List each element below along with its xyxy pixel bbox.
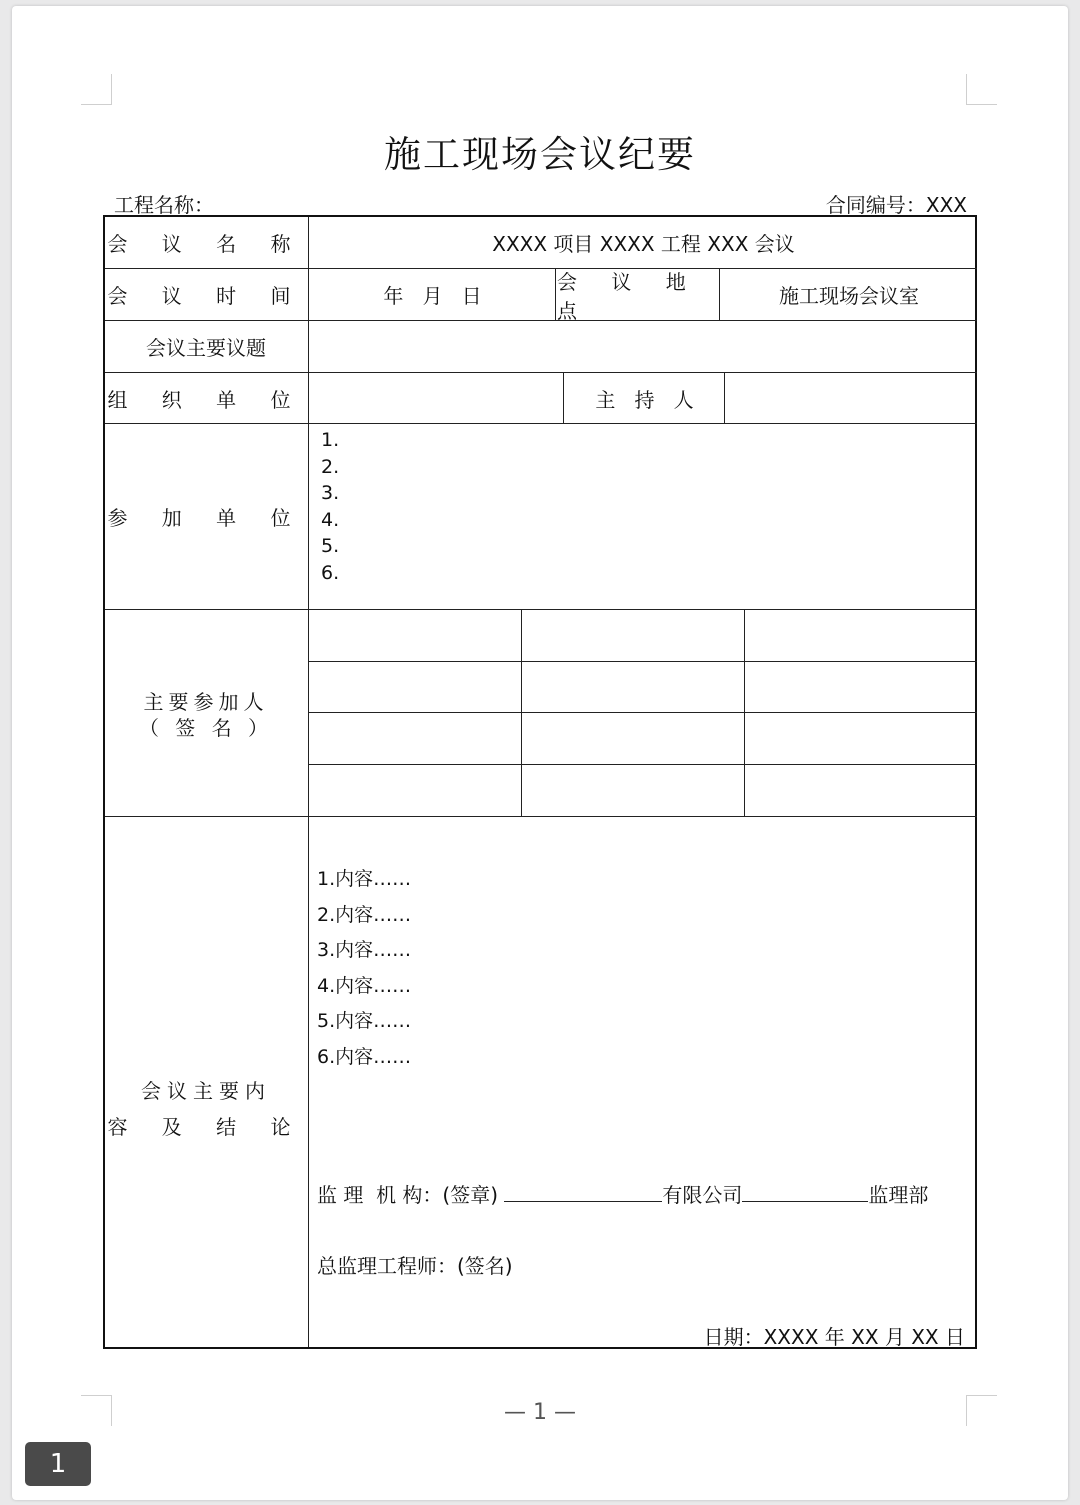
list-item: 4. (321, 508, 340, 531)
date-line: 日期：XXXX 年 XX 月 XX 日 (703, 1325, 965, 1349)
supervisor-org-label: 监 理 机 构：(签章) (317, 1183, 499, 1207)
participants-list (321, 427, 339, 586)
list-item: 2. (321, 455, 340, 478)
meeting-name-label: 会 议 名 称 (107, 232, 305, 256)
meeting-minutes-table (103, 215, 977, 1349)
meeting-time-label: 会 议 时 间 (107, 284, 305, 308)
chief-engineer-label: 总监理工程师：(签名) (317, 1254, 513, 1278)
attendees-label-line2: （ 签 名 ） (138, 716, 274, 740)
meeting-location-value: 施工现场会议室 (779, 284, 919, 308)
list-item: 5. (321, 535, 340, 557)
list-item: 6. (321, 561, 340, 584)
attendees-label-line1: 主要参加人 (143, 690, 269, 714)
page-indicator-button[interactable]: 1 (25, 1442, 91, 1486)
company-suffix: 有限公司 (662, 1183, 743, 1207)
meeting-name-value: XXXX 项目 XXXX 工程 XXX 会议 (492, 232, 795, 256)
host-value (726, 373, 977, 423)
content-label (105, 1073, 307, 1145)
content-label-line2: 容 及 结 论 (107, 1115, 305, 1139)
list-item: 1. (321, 429, 340, 451)
document-title: 施工现场会议纪要 (384, 133, 696, 176)
meeting-location-label: 会 议 地 点 (557, 269, 700, 323)
page-number-footer: — 1 — (504, 1400, 576, 1425)
list-item: 6.内容…… (317, 1045, 412, 1068)
main-topic-label: 会议主要议题 (146, 336, 266, 360)
crop-mark-top-right (966, 74, 997, 105)
list-item: 1.内容…… (317, 868, 412, 890)
list-item: 4.内容…… (317, 974, 412, 997)
project-name-label: 工程名称： (114, 193, 214, 217)
main-topic-value (310, 321, 977, 372)
crop-mark-top-left (81, 74, 112, 105)
attendees-label (105, 689, 307, 741)
organizer-label: 组 织 单 位 (107, 387, 305, 412)
content-label-line1: 会议主要内 (141, 1079, 271, 1103)
organizer-value (310, 373, 563, 423)
list-item: 3. (321, 482, 340, 504)
list-item: 5.内容…… (317, 1010, 412, 1032)
supervisor-org-line (317, 1179, 928, 1208)
participants-label: 参 加 单 位 (107, 506, 305, 530)
list-item: 3.内容…… (317, 939, 412, 961)
meeting-time-value: 年 月 日 (383, 284, 482, 308)
list-item: 2.内容…… (317, 903, 412, 926)
dept-suffix: 监理部 (868, 1183, 929, 1207)
meeting-content-list (317, 862, 411, 1075)
dept-blank (742, 1183, 868, 1202)
contract-number-label: 合同编号：XXX (825, 193, 967, 217)
host-label: 主 持 人 (595, 387, 694, 412)
company-blank (504, 1183, 662, 1202)
